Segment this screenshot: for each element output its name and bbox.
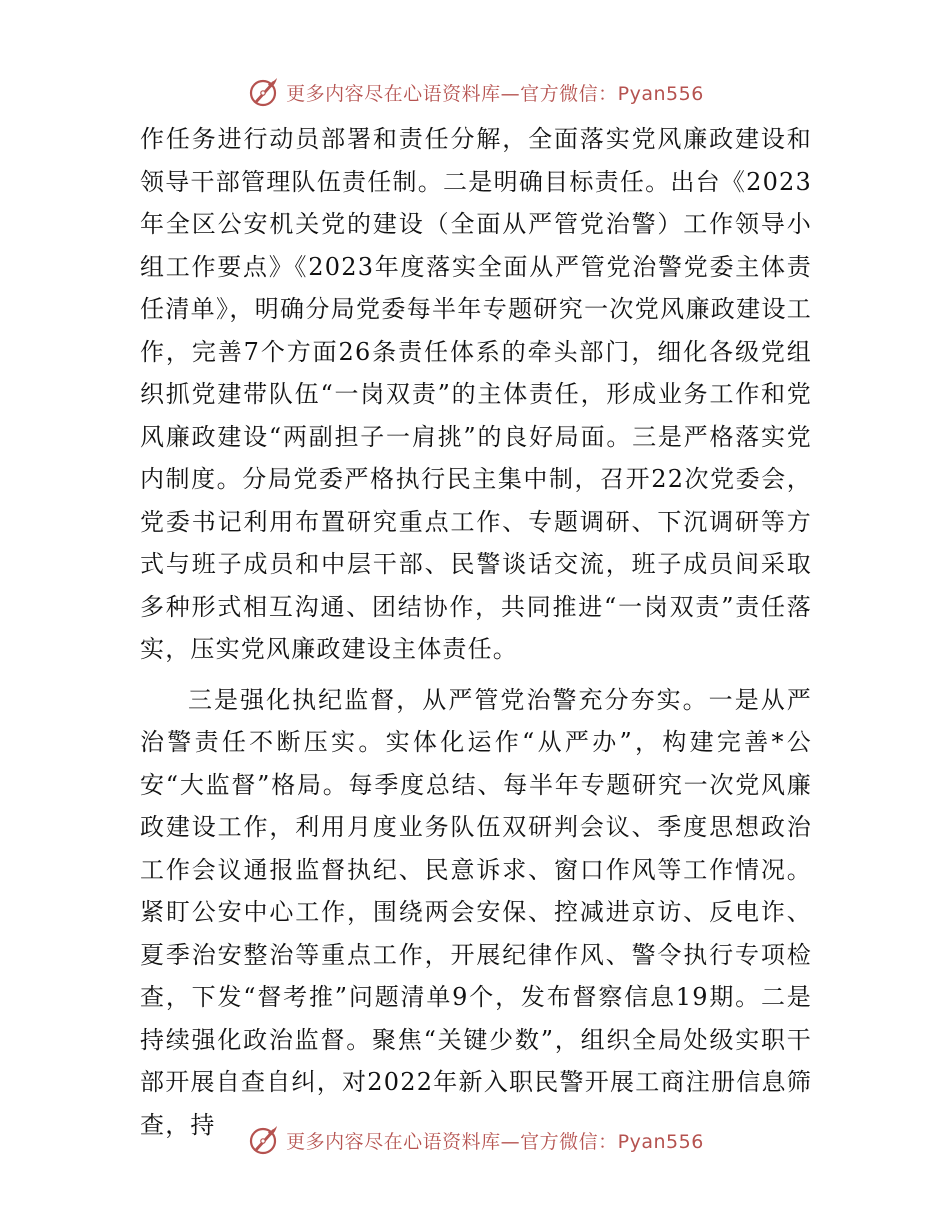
quill-pen-circle-icon [246, 1123, 280, 1157]
document-body [140, 118, 812, 1146]
quill-pen-circle-icon [246, 75, 280, 109]
paragraph-supervision: 三是强化执纪监督，从严管党治警充分夯实。一是从严治警责任不断压实。实体化运作“从严办”，构建完善*公安“大监督”格局。每季度总结、每半年专题研究一次党风廉政建设工作，利用月度业务队伍双研判会议、季度思想政治工作会议通报监督执纪、民意诉求、窗口作风等工作情况。紧盯公安中心工作，围绕两会安保、控减进京访、反电诈、夏季治安整治等重点工作，开展纪律作风、警令执行专项检查，下发“督考推”问题清单9个，发布督察信息19期。二是持续强化政治监督。聚焦“关键少数”，组织全局处级实职干部开展自查自纠，对2022年新入职民警开展工商注册信息筛查，持 [140, 685, 812, 1139]
footer-watermark [0, 1120, 950, 1160]
watermark-text: 更多内容尽在心语资料库—官方微信：Pyan556 [286, 82, 704, 105]
header-watermark [0, 72, 950, 112]
paragraph-continued: 作任务进行动员部署和责任分解，全面落实党风廉政建设和领导干部管理队伍责任制。二是明确目标责任。出台《2023年全区公安机关党的建设（全面从严管党治警）工作领导小组工作要点》《2023年度落实全面从严管党治警党委主体责任清单》，明确分局党委每半年专题研究一次党风廉政建设工作，完善7个方面26条责任体系的牵头部门，细化各级党组织抓党建带队伍“一岗双责”的主体责任，形成业务工作和党风廉政建设“两副担子一肩挑”的良好局面。三是严格落实党内制度。分局党委严格执行民主集中制，召开22次党委会，党委书记利用布置研究重点工作、专题调研、下沉调研等方式与班子成员和中层干部、民警谈话交流，班子成员间采取多种形式相互沟通、团结协作，共同推进“一岗双责”责任落实，压实党风廉政建设主体责任。 [140, 125, 812, 663]
watermark-text: 更多内容尽在心语资料库—官方微信：Pyan556 [286, 1130, 704, 1153]
